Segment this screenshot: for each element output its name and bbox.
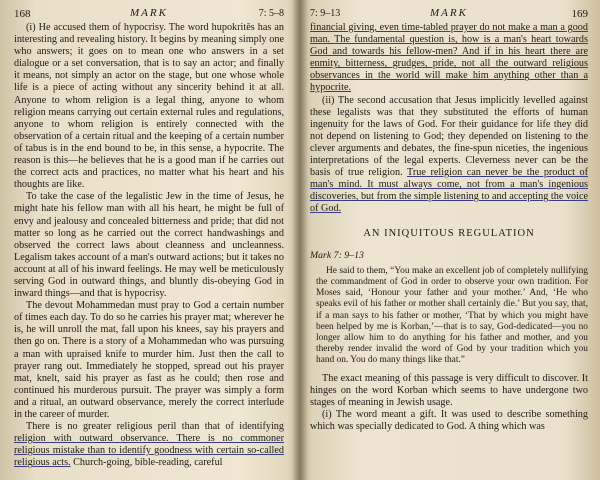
text-run: There is no greater religious peril than that of identifying [26, 421, 284, 433]
verse-reference: 7: 5–8 [258, 8, 284, 19]
running-title: MARK [430, 7, 468, 19]
right-page [304, 0, 600, 480]
verse-reference: 7: 9–13 [310, 8, 341, 19]
underlined-passage: financial giving, even time-tabled prayer do not make a man a good man. The fundamental question is, how is a man's heart towards God and towards his fellow-men? And if in his heart there are enmity, bitterness, grudges, pride, not all the outward religious observances in the world will make him anything other than a hypocrite. [310, 22, 588, 94]
paragraph: (i) The word meant a gift. It was used to describe something which was specially dedicated to God. A thing which was [310, 408, 588, 432]
passage-reference: Mark 7: 9–13 [310, 249, 364, 261]
underlined-passage: True religion can never be the product of man's mind. It must always come, not from a man's ingenious discoveries, but from the simple listening to and accepting the voice of God. [310, 167, 588, 215]
left-page [0, 0, 296, 480]
paragraph: The exact meaning of this passage is very difficult to discover. It hinges on the word Korban which seems to have undergone two stages of meaning in Jewish usage. [310, 372, 588, 408]
paragraph: The devout Mohammedan must pray to God a certain number of times each day. To do so he carries his prayer mat; wherever he is, he will unroll the mat, fall upon his knees, say his prayers and then go on. There is a story of a Mohammedan who was pursuing a man with upraised knife to murder him. Just then the call to prayer rang out. Immediately he stopped, spread out his prayer mat, knelt, said his prayer as fast as he could; then rose and continued his murderous pursuit. The prayer was simply a form and a ritual, an outward observance, merely the correct interlude in the career of murder. [14, 300, 284, 420]
page-number: 169 [571, 8, 588, 20]
right-page-header [310, 6, 588, 22]
running-title: MARK [130, 7, 168, 19]
scripture-quote: He said to them, “You make an excellent job of completely nullifying the commandment of God in order to observe your own tradition. For Moses said, ‘Honour your father and your mother.’ And, ‘He who speaks evil of his father or mother shall certainly die.’ But you say, that, if a man says to his father or mother, ‘That by which you might have been helped by me is Korban,’—that is to say, God-dedicated—you no longer allow him to do anything for his father and mother, and you thereby render invalid the word of God by your tradition which you hand on. You do many things like that.” [316, 265, 588, 366]
left-page-header [14, 6, 284, 22]
paragraph [14, 421, 284, 469]
section-heading: AN INIQUITOUS REGULATION [363, 227, 535, 239]
text-run: (ii) The second accusation that Jesus implicitly levelled against these legalists was that they substituted the efforts of human ingenuity for the laws of God. For their guidance for life they did not depend on listening to God; they depended on listening to the clever arguments and debates, the fine-spun niceties, the ingenious interpretations of the legal experts. Cleverness never can be the basis of true religion. [310, 94, 588, 179]
paragraph: To take the case of the legalistic Jew in the time of Jesus, he might hate his fellow man with all his heart, he might be full of envy and jealousy and concealed bitterness and pride; that did not matter so long as he carried out the correct handwashings and observed the correct laws about cleanness and uncleanness. Legalism takes account of a man's outward actions; but it takes no account at all of his inward feelings. He may well be meticulously serving God in outward things, and bluntly dis-obeying God in inward things—and that is hypocrisy. [14, 191, 284, 300]
paragraph [310, 95, 588, 216]
paragraph [310, 22, 588, 95]
underlined-passage: religion with outward observance. There is no commoner religious mistake than to identify goodness with certain so-called religious acts. [14, 433, 284, 469]
paragraph: (i) He accused them of hypocrisy. The word hupokritēs has an interesting and revealing history. It begins by meaning simply one who answers; it goes on to mean one who answers in a set dialogue or a set conversation, that is to say an actor; and finally it means, not simply an actor on the stage, but one whose whole life is a piece of acting without any sincerity behind it at all. Anyone to whom religion is a legal thing, anyone to whom religion means carrying out certain external rules and regulations, anyone to whom religion is entirely connected with the observation of a certain ritual and the keeping of a certain number of tabus is in the end bound to be, in this sense, a hypocrite. The reason is this—he believes that he is a good man if he carries out the correct acts and practices, no matter what his heart and his thoughts are like. [14, 22, 284, 191]
text-run: Church-going, bible-reading, careful [70, 457, 223, 469]
page-number: 168 [14, 8, 31, 20]
